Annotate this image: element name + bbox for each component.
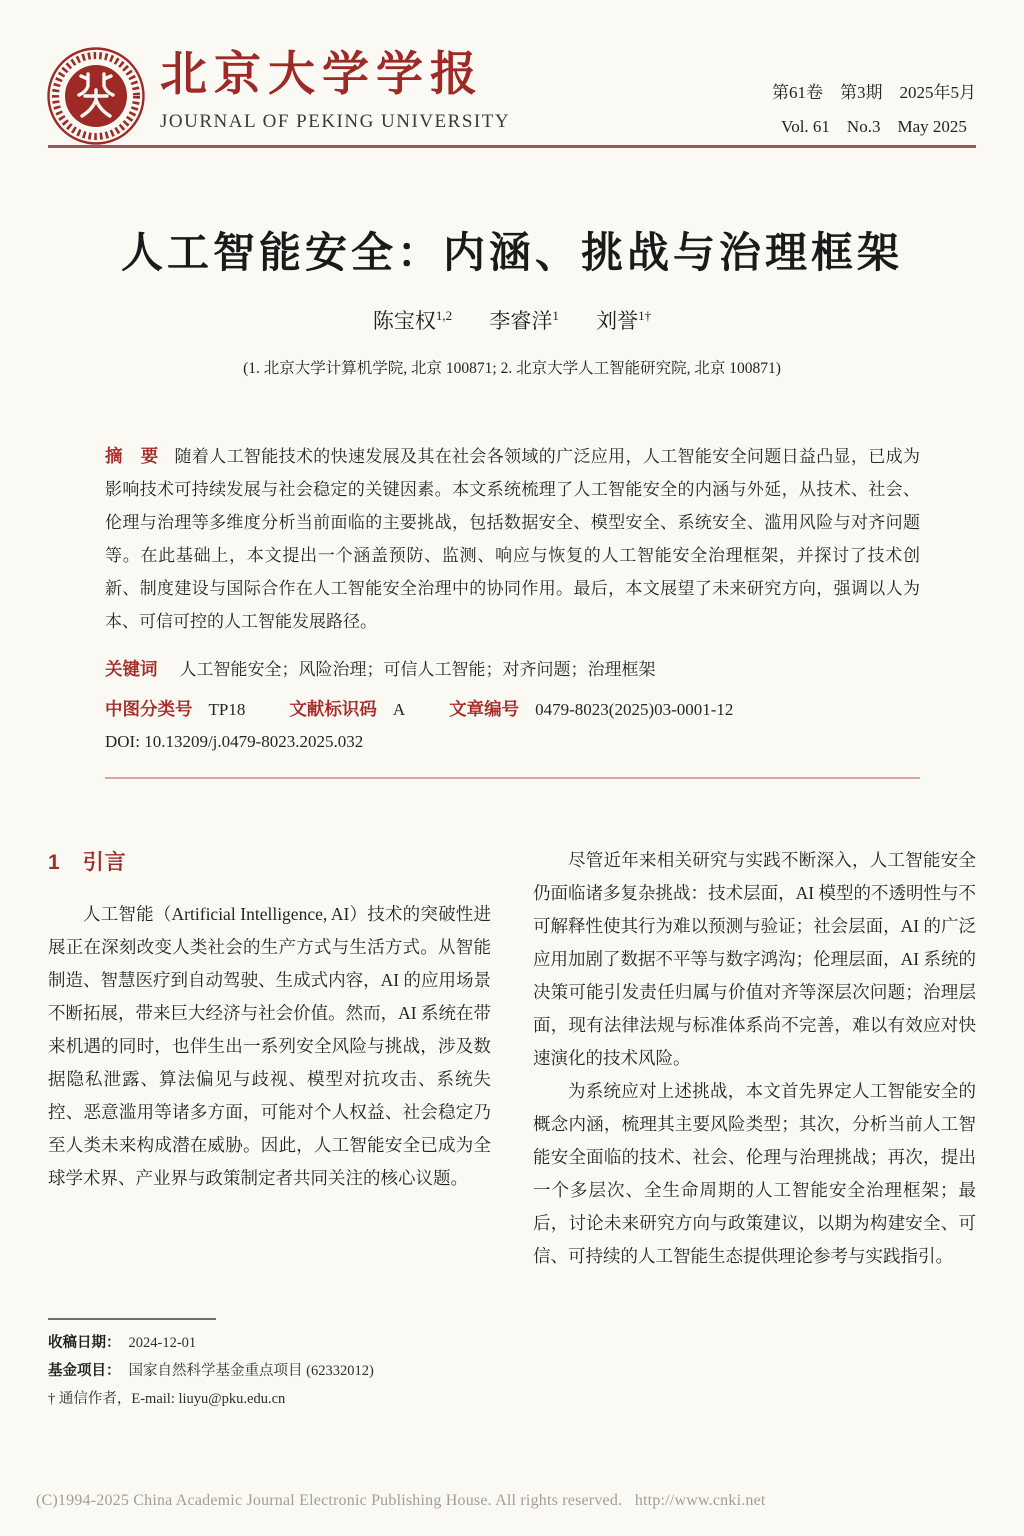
- article-title: 人工智能安全：内涵、挑战与治理框架: [120, 231, 903, 277]
- author-1-name: 陈宝权: [372, 309, 436, 333]
- abstract-label: 摘 要: [105, 446, 159, 466]
- abstract-paragraph: [105, 440, 920, 638]
- keywords-text: 人工智能安全；风险治理；可信人工智能；对齐问题；治理框架: [179, 660, 656, 679]
- author-line: [0, 305, 1024, 335]
- footnote-divider: [48, 1318, 216, 1320]
- funding-line: [48, 1357, 648, 1385]
- article-meta-block: [105, 440, 920, 752]
- right-column: [533, 844, 976, 1273]
- article-no-label: 文章编号: [449, 699, 520, 719]
- left-column: [48, 844, 491, 1273]
- affiliation-line: (1. 北京大学计算机学院, 北京 100871; 2. 北京大学人工智能研究院, 北京 100871): [243, 360, 781, 377]
- author-2-affmark: 1: [552, 308, 559, 323]
- issue-info-en: Vol. 61 No.3 May 2025: [781, 117, 967, 136]
- doc-code-label: 文献标识码: [289, 699, 377, 719]
- issue-info: [772, 76, 976, 144]
- doi-row: DOI: 10.13209/j.0479-8023.2025.032: [105, 732, 364, 751]
- author-3: [596, 309, 651, 333]
- journal-name-en: JOURNAL OF PEKING UNIVERSITY: [160, 110, 511, 132]
- author-3-name: 刘誉: [596, 309, 639, 333]
- section-1-number: 1: [48, 851, 61, 874]
- section-1-title: 引言: [82, 851, 127, 874]
- received-date-line: [48, 1329, 648, 1357]
- intro-paragraph-2: 尽管近年来相关研究与实践不断深入，人工智能安全仍面临诸多复杂挑战：技术层面，AI 模型的不透明性与不可解释性使其行为难以预测与验证；社会层面，AI 的广泛应用加剧了数据不平等与数字鸿沟；伦理层面，AI 系统的决策可能引发责任归属与价值对齐等深层次问题；治理层面，现有法律法规与标准体系尚不完善，难以有效应对快速演化的技术风险。: [533, 850, 976, 1068]
- journal-title-block: [160, 50, 510, 133]
- author-3-affmark: 1†: [638, 308, 652, 323]
- received-date-label: 收稿日期：: [48, 1335, 121, 1351]
- cnki-copyright-line: (C)1994-2025 China Academic Journal Electronic Publishing House. All rights reserved. http://www.cnki.net: [36, 1492, 766, 1509]
- author-1-affmark: 1,2: [435, 308, 453, 323]
- keywords-row: [105, 654, 920, 685]
- journal-name-cn: 北京大学学报: [160, 49, 484, 101]
- funding-label: 基金项目：: [48, 1363, 121, 1379]
- footnote-block: [48, 1318, 648, 1413]
- issue-info-cn: 第61卷 第3期 2025年5月: [772, 83, 976, 102]
- header-divider: [48, 145, 976, 148]
- keywords-label: 关键词: [105, 659, 158, 679]
- peking-university-seal-icon: [46, 46, 146, 146]
- author-2-name: 李睿洋: [489, 309, 553, 333]
- doc-code-value: A: [392, 700, 406, 719]
- clc-label: 中图分类号: [105, 699, 193, 719]
- body-columns: [48, 844, 976, 1273]
- article-no-value: 0479-8023(2025)03-0001-12: [535, 700, 734, 719]
- abstract-text: 随着人工智能技术的快速发展及其在社会各领域的广泛应用，人工智能安全问题日益凸显，已成为影响技术可持续发展与社会稳定的关键因素。本文系统梳理了人工智能安全的内涵与外延，从技术、社会、伦理与治理等多维度分析当前面临的主要挑战，包括数据安全、模型安全、系统安全、滥用风险与对齐问题等。在此基础上，本文提出一个涵盖预防、监测、响应与恢复的人工智能安全治理框架，并探讨了技术创新、制度建设与国际合作在人工智能安全治理中的协同作用。最后，本文展望了未来研究方向，强调以人为本、可信可控的人工智能发展路径。: [105, 447, 921, 631]
- corresponding-author-line: † 通信作者，E-mail: liuyu@pku.edu.cn: [48, 1391, 286, 1407]
- section-1-heading: [48, 846, 491, 876]
- author-1: [373, 309, 452, 333]
- classification-row: [105, 696, 920, 721]
- received-date-value: 2024-12-01: [128, 1335, 197, 1351]
- intro-paragraph-3: 为系统应对上述挑战，本文首先界定人工智能安全的概念内涵，梳理其主要风险类型；其次，分析当前人工智能安全面临的技术、社会、伦理与治理挑战；再次，提出一个多层次、全生命周期的人工智能安全治理框架；最后，讨论未来研究方向与政策建议，以期为构建安全、可信、可持续的人工智能生态提供理论参考与实践指引。: [533, 1081, 976, 1266]
- author-2: [489, 309, 559, 333]
- funding-value: 国家自然科学基金重点项目 (62332012): [128, 1363, 374, 1379]
- meta-divider: [105, 777, 920, 779]
- intro-paragraph-1: 人工智能（Artificial Intelligence, AI）技术的突破性进展正在深刻改变人类社会的生产方式与生活方式。从智能制造、智慧医疗到自动驾驶、生成式内容，AI 的应用场景不断拓展，带来巨大经济与社会价值。然而，AI 系统在带来机遇的同时，也伴生出一系列安全风险与挑战，涉及数据隐私泄露、算法偏见与歧视、模型对抗攻击、系统失控、恶意滥用等诸多方面，可能对个人权益、社会稳定乃至人类未来构成潜在威胁。因此，人工智能安全已成为全球学术界、产业界与政策制定者共同关注的核心议题。: [48, 904, 491, 1188]
- clc-value: TP18: [208, 700, 246, 719]
